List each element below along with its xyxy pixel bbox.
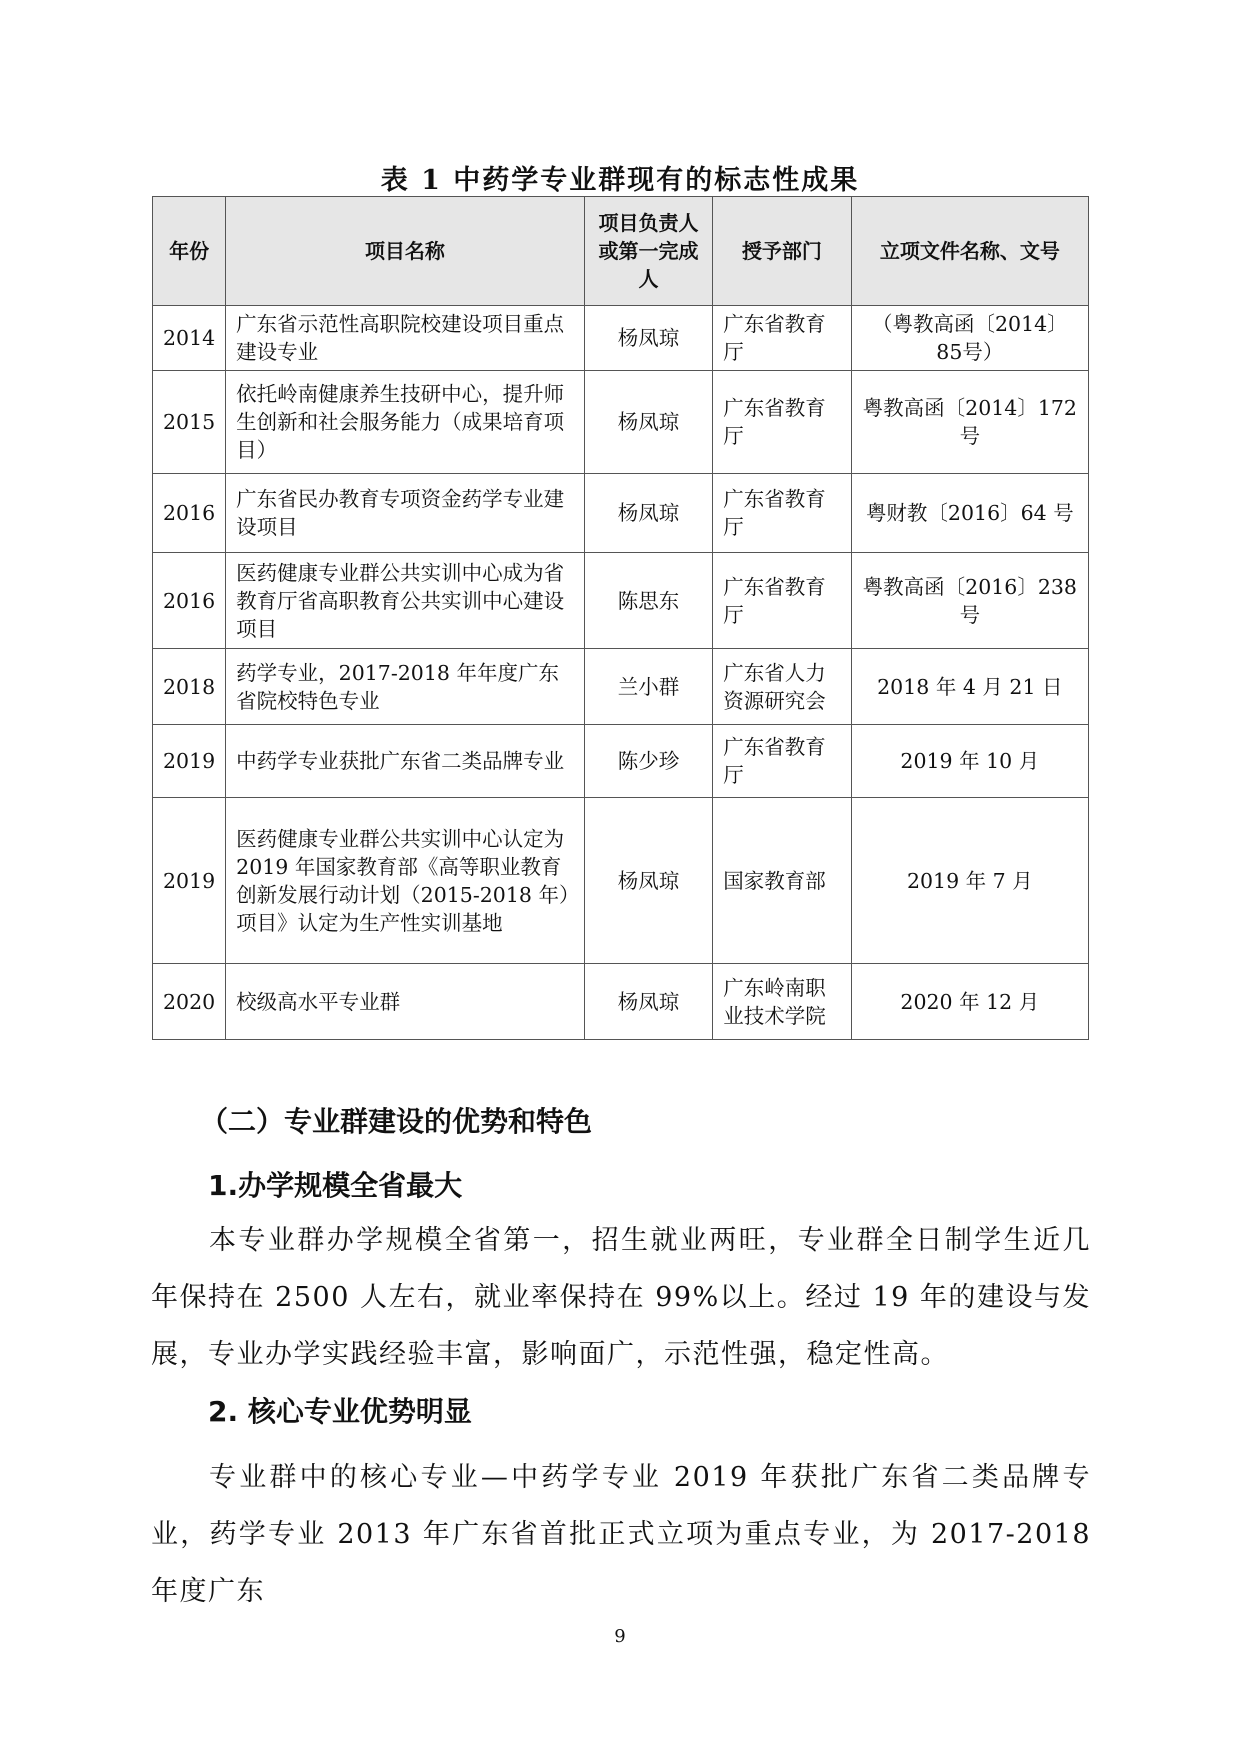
cell-document: 2019 年 7 月 — [851, 798, 1088, 964]
table-row — [153, 306, 1089, 371]
cell-department: 广东岭南职业技术学院 — [713, 964, 851, 1040]
cell-project: 依托岭南健康养生技研中心，提升师生创新和社会服务能力（成果培育项目） — [226, 371, 585, 474]
cell-document: 2018 年 4 月 21 日 — [851, 649, 1088, 725]
cell-project: 医药健康专业群公共实训中心认定为 2019 年国家教育部《高等职业教育创新发展行动计划（2015-2018 年）项目》认定为生产性实训基地 — [226, 798, 585, 964]
paragraph-1: 本专业群办学规模全省第一，招生就业两旺，专业群全日制学生近几年保持在 2500 人左右，就业率保持在 99%以上。经过 19 年的建设与发展，专业办学实践经验丰富，影响面广，示范性强，稳定性高。 — [151, 1225, 1091, 1370]
page-number: 9 — [614, 1626, 626, 1647]
cell-year: 2016 — [153, 553, 226, 649]
cell-department: 广东省教育厅 — [713, 553, 851, 649]
cell-document: 2019 年 10 月 — [851, 725, 1088, 798]
header-year: 年份 — [153, 197, 226, 306]
header-leader: 项目负责人或第一完成人 — [584, 197, 713, 306]
table-row — [153, 553, 1089, 649]
table-row — [153, 474, 1089, 553]
cell-leader: 杨凤琼 — [584, 306, 713, 371]
cell-document: 粤教高函〔2016〕238 号 — [851, 553, 1088, 649]
cell-document: 2020 年 12 月 — [851, 964, 1088, 1040]
cell-department: 广东省教育厅 — [713, 371, 851, 474]
subheading-1: 1.办学规模全省最大 — [208, 1169, 463, 1202]
cell-year: 2019 — [153, 798, 226, 964]
cell-document: 粤教高函〔2014〕172 号 — [851, 371, 1088, 474]
cell-department: 广东省教育厅 — [713, 306, 851, 371]
cell-project: 医药健康专业群公共实训中心成为省教育厅省高职教育公共实训中心建设项目 — [226, 553, 585, 649]
cell-department: 国家教育部 — [713, 798, 851, 964]
cell-leader: 陈少珍 — [584, 725, 713, 798]
cell-project: 广东省民办教育专项资金药学专业建设项目 — [226, 474, 585, 553]
cell-project: 广东省示范性高职院校建设项目重点建设专业 — [226, 306, 585, 371]
header-department: 授予部门 — [713, 197, 851, 306]
cell-year: 2014 — [153, 306, 226, 371]
table-row — [153, 371, 1089, 474]
table-row — [153, 964, 1089, 1040]
header-document: 立项文件名称、文号 — [851, 197, 1088, 306]
table-row — [153, 649, 1089, 725]
cell-year: 2019 — [153, 725, 226, 798]
cell-year: 2020 — [153, 964, 226, 1040]
paragraph-2: 专业群中的核心专业—中药学专业 2019 年获批广东省二类品牌专业，药学专业 2013 年广东省首批正式立项为重点专业，为 2017-2018 年度广东 — [151, 1462, 1091, 1607]
cell-year: 2016 — [153, 474, 226, 553]
cell-leader: 杨凤琼 — [584, 964, 713, 1040]
table-row — [153, 798, 1089, 964]
section-heading: （二）专业群建设的优势和特色 — [200, 1105, 593, 1138]
cell-project: 药学专业，2017-2018 年年度广东省院校特色专业 — [226, 649, 585, 725]
cell-department: 广东省教育厅 — [713, 474, 851, 553]
cell-leader: 杨凤琼 — [584, 371, 713, 474]
table-caption: 表 1 中药学专业群现有的标志性成果 — [380, 165, 860, 196]
cell-leader: 杨凤琼 — [584, 798, 713, 964]
cell-leader: 陈思东 — [584, 553, 713, 649]
cell-project: 中药学专业获批广东省二类品牌专业 — [226, 725, 585, 798]
cell-document: （粤教高函〔2014〕85号） — [851, 306, 1088, 371]
cell-year: 2018 — [153, 649, 226, 725]
achievements-table — [152, 196, 1089, 1040]
cell-leader: 兰小群 — [584, 649, 713, 725]
header-project: 项目名称 — [226, 197, 585, 306]
table-header-row — [153, 197, 1089, 306]
cell-year: 2015 — [153, 371, 226, 474]
cell-leader: 杨凤琼 — [584, 474, 713, 553]
subheading-2: 2. 核心专业优势明显 — [208, 1395, 472, 1428]
table-row — [153, 725, 1089, 798]
cell-project: 校级高水平专业群 — [226, 964, 585, 1040]
cell-department: 广东省人力资源研究会 — [713, 649, 851, 725]
cell-department: 广东省教育厅 — [713, 725, 851, 798]
cell-document: 粤财教〔2016〕64 号 — [851, 474, 1088, 553]
